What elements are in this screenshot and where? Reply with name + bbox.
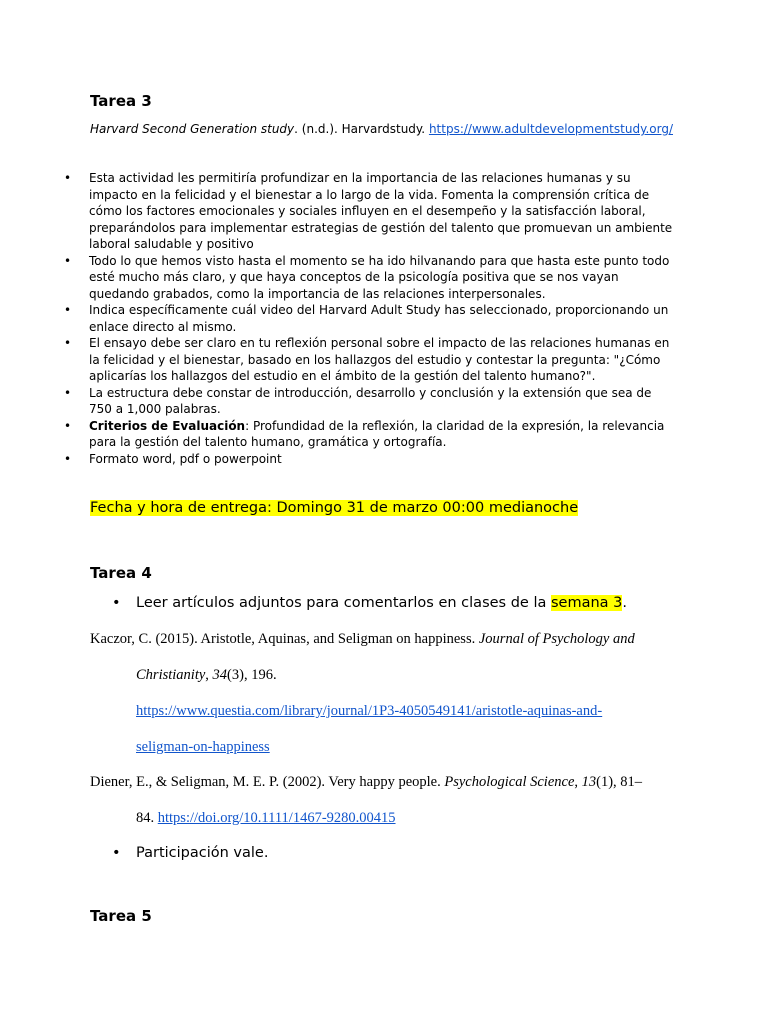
ref-authors: Diener, E., & Seligman, M. E. P. (2002). Very happy people. xyxy=(90,774,445,790)
list-item: • El ensayo debe ser claro en tu reflexión personal sobre el impacto de las relaciones humanas en la felicidad y el bienestar, basado en los hallazgos del estudio y contestar la pregunta: "¿Cómo aplicarías los hallazgos del estudio en el ámbito de la gestión del talento humano?". xyxy=(58,335,678,385)
criteria-label: Criterios de Evaluación xyxy=(89,418,246,433)
tarea3-heading: Tarea 3 xyxy=(90,92,152,110)
deadline-line xyxy=(90,500,578,516)
reference-kaczor-line1 xyxy=(90,631,635,648)
ref-link[interactable]: seligman-on-happiness xyxy=(136,739,270,755)
tarea3-citation xyxy=(90,122,673,136)
ref-journal: Journal of Psychology and xyxy=(478,631,635,647)
reference-kaczor-url-line1[interactable] xyxy=(136,703,602,720)
list-item: • Formato word, pdf o powerpoint xyxy=(58,451,678,468)
tarea3-bullet-list xyxy=(58,170,678,467)
bullet-dot: • xyxy=(112,595,121,611)
reference-kaczor-line2 xyxy=(136,667,277,684)
list-item: • La estructura debe constar de introducción, desarrollo y conclusión y la extensión que sea de 750 a 1,000 palabras. xyxy=(58,385,678,418)
ref-journal-cont: Christianity xyxy=(136,667,206,683)
citation-title: Harvard Second Generation study xyxy=(90,122,295,136)
ref-journal: Psychological Science xyxy=(444,774,575,790)
ref-volume: 13 xyxy=(581,774,597,790)
ref-sep: , xyxy=(574,774,582,790)
bullet-dot: • xyxy=(112,845,121,861)
reference-kaczor-url-line2[interactable] xyxy=(136,739,270,756)
citation-link[interactable]: https://www.adultdevelopmentstudy.org/ xyxy=(428,122,673,136)
ref-issue-pages: (3), 196. xyxy=(227,667,277,683)
ref-pages: 84. xyxy=(136,810,158,826)
citation-details: . (n.d.). Harvardstudy. xyxy=(294,122,429,136)
ref-sep: , xyxy=(205,667,213,683)
ref-doi-link[interactable]: https://doi.org/10.1111/1467-9280.00415 xyxy=(157,810,396,826)
criteria-text: : Profundidad de la reflexión, la claridad de la expresión, la relevancia para la gestión del talento humano, gramática y ortografía. xyxy=(89,418,665,449)
ref-issue-pages: (1), 81– xyxy=(596,774,643,790)
tarea5-heading: Tarea 5 xyxy=(90,907,152,925)
ref-link[interactable]: https://www.questia.com/library/journal/1P3-4050549141/aristotle-aquinas-and- xyxy=(136,703,603,719)
bullet-end: . xyxy=(622,595,627,611)
list-item: • Todo lo que hemos visto hasta el momento se ha ido hilvanando para que hasta este punto todo esté mucho más claro, y que haya conceptos de la psicología positiva que se nos vayan quedando grabados, como la importancia de las relaciones interpersonales. xyxy=(58,253,678,303)
reference-diener-line1 xyxy=(90,774,642,791)
ref-authors: Kaczor, C. (2015). Aristotle, Aquinas, and Seligman on happiness. xyxy=(90,631,479,647)
list-item-criteria xyxy=(58,418,678,451)
list-item: • Indica específicamente cuál video del Harvard Adult Study has seleccionado, proporcionando un enlace directo al mismo. xyxy=(58,302,678,335)
bullet-text: Leer artículos adjuntos para comentarlos en clases de la xyxy=(136,595,551,611)
ref-volume: 34 xyxy=(212,667,228,683)
bullet-text: Participación vale. xyxy=(136,845,269,861)
tarea4-heading: Tarea 4 xyxy=(90,564,152,582)
tarea4-bullet-participation xyxy=(112,845,268,861)
reference-diener-line2 xyxy=(136,810,396,827)
week-highlight: semana 3 xyxy=(550,595,623,611)
tarea4-bullet-read xyxy=(112,595,627,611)
list-item: • Esta actividad les permitiría profundizar en la importancia de las relaciones humanas y su impacto en la felicidad y el bienestar a lo largo de la vida. Fomenta la comprensión crítica de cómo los factores emocionales y sociales influyen en el desempeño y la satisfacción laboral, preparándolos para implementar estrategias de gestión del talento que promuevan un ambiente laboral saludable y positivo xyxy=(58,170,678,253)
deadline-highlight: Fecha y hora de entrega: Domingo 31 de marzo 00:00 medianoche xyxy=(90,500,579,516)
